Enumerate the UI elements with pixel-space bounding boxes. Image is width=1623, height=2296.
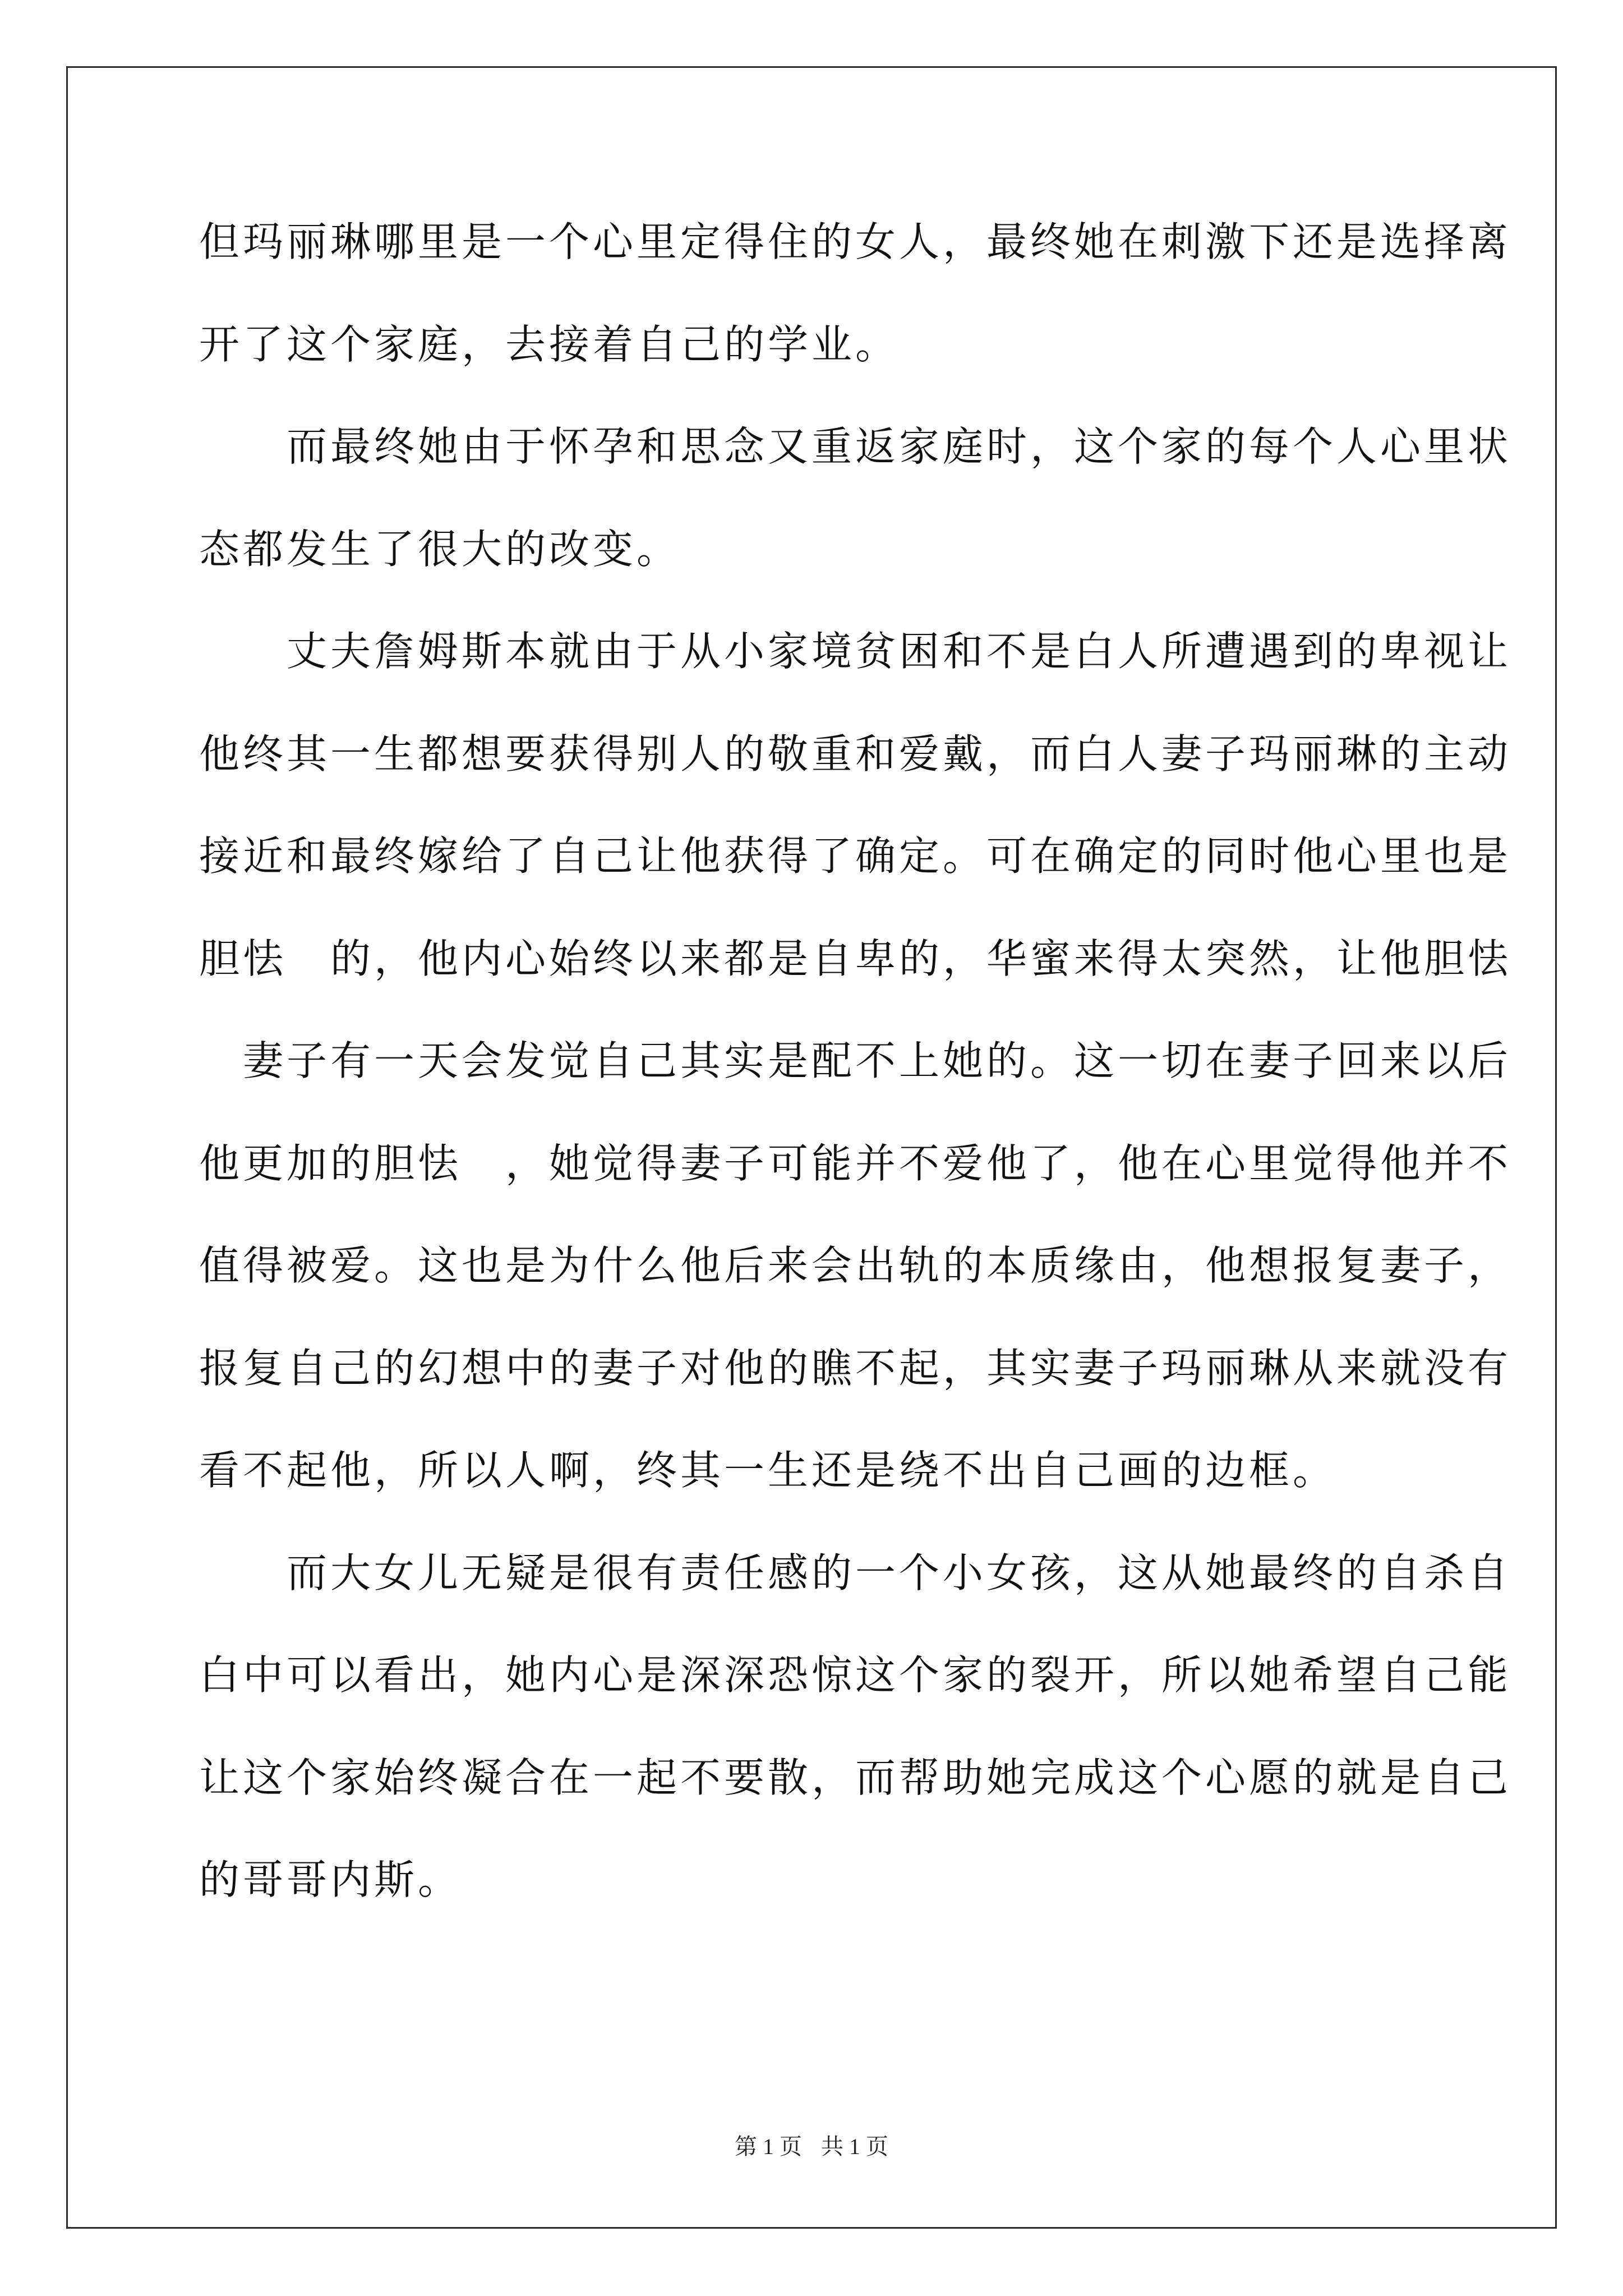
text-line: 丈夫詹姆斯本就由于从小家境贫困和不是白人所遭遇到的卑视让 <box>199 628 1512 675</box>
text-line: 白中可以看出，她内心是深深恐惊这个家的裂开，所以她希望自己能 <box>199 1651 1512 1699</box>
page-footer <box>0 2129 1623 2161</box>
text-line: 而最终她由于怀孕和思念又重返家庭时，这个家的每个人心里状 <box>199 423 1512 470</box>
text-line: 胆怯 的，他内心始终以来都是自卑的，华蜜来得太突然，让他胆怯 <box>199 935 1512 982</box>
text-line: 让这个家始终凝合在一起不要散，而帮助她完成这个心愿的就是自己 <box>199 1754 1512 1801</box>
text-line: 他更加的胆怯 ，她觉得妻子可能并不爱他了，他在心里觉得他并不 <box>199 1139 1512 1187</box>
text-line: 看不起他，所以人啊，终其一生还是绕不出自己画的边框。 <box>199 1447 1337 1494</box>
text-line: 接近和最终嫁给了自己让他获得了确定。可在确定的同时他心里也是 <box>199 832 1512 880</box>
text-line: 的哥哥内斯。 <box>199 1856 462 1903</box>
document-body <box>199 191 1512 1931</box>
text-line: 态都发生了很大的改变。 <box>199 525 681 573</box>
text-line: 开了这个家庭，去接着自己的学业。 <box>199 320 900 368</box>
text-line: 而大女儿无疑是很有责任感的一个小女孩，这从她最终的自杀自 <box>199 1549 1512 1596</box>
text-line: 报复自己的幻想中的妻子对他的瞧不起，其实妻子玛丽琳从来就没有 <box>199 1344 1512 1392</box>
text-line: 值得被爱。这也是为什么他后来会出轨的本质缘由，他想报复妻子， <box>199 1242 1512 1289</box>
text-line: 妻子有一天会发觉自己其实是配不上她的。这一切在妻子回来以后 <box>199 1037 1512 1084</box>
page-number: 第 1 页 <box>735 2134 802 2159</box>
text-line: 他终其一生都想要获得别人的敬重和爱戴，而白人妻子玛丽琳的主动 <box>199 730 1512 777</box>
text-line: 但玛丽琳哪里是一个心里定得住的女人，最终她在刺激下还是选择离 <box>199 218 1512 265</box>
page-total: 共 1 页 <box>821 2134 888 2159</box>
